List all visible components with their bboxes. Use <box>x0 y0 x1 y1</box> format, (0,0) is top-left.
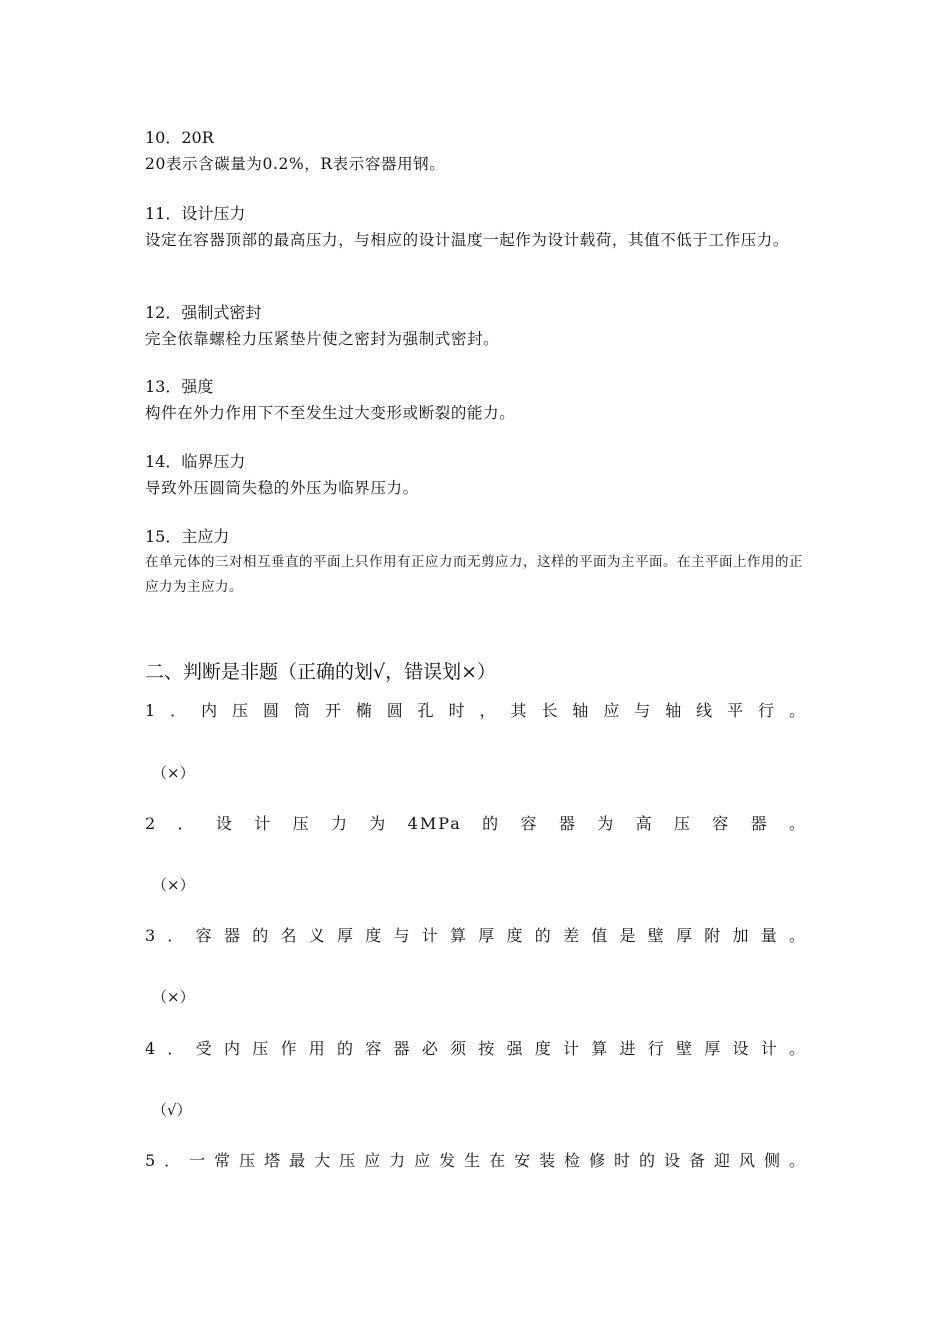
definition-title: 14．临界压力 <box>145 452 246 471</box>
definition-item <box>145 303 807 352</box>
definition-title: 11．设计压力 <box>145 204 246 223</box>
definition-item <box>145 204 807 253</box>
definition-body: 20表示含碳量为0.2%，R表示容器用钢。 <box>145 155 446 173</box>
definition-item <box>145 128 807 177</box>
question-text: 2．设计压力为4MPa的容器为高压容器。 <box>145 814 807 833</box>
definition-body: 设定在容器顶部的最高压力，与相应的设计温度一起作为设计载荷，其值不低于工作压力。 <box>145 231 790 249</box>
question-text: 1．内压圆筒开椭圆孔时，其长轴应与轴线平行。 <box>145 701 807 720</box>
definition-item <box>145 527 807 600</box>
definition-title: 15．主应力 <box>145 527 230 546</box>
question-answer: （×） <box>152 764 195 782</box>
definition-title: 10．20R <box>145 128 214 147</box>
question-answer: （√） <box>152 1101 192 1119</box>
question-answer: （×） <box>152 876 195 894</box>
definition-item <box>145 452 807 501</box>
question-answer: （×） <box>152 988 195 1006</box>
definition-title: 13．强度 <box>145 377 214 396</box>
definition-body: 构件在外力作用下不至发生过大变形或断裂的能力。 <box>145 404 516 422</box>
definition-body: 完全依靠螺栓力压紧垫片使之密封为强制式密封。 <box>145 330 500 348</box>
definition-body: 导致外压圆筒失稳的外压为临界压力。 <box>145 479 419 497</box>
question-text: 3．容器的名义厚度与计算厚度的差值是壁厚附加量。 <box>145 926 807 945</box>
section-title: 二、判断是非题（正确的划√，错误划×） <box>145 661 497 683</box>
definition-item <box>145 377 807 426</box>
definition-title: 12．强制式密封 <box>145 303 262 322</box>
question-text: 5．一常压塔最大压应力应发生在安装检修时的设备迎风侧。 <box>145 1151 807 1170</box>
question-text: 4．受内压作用的容器必须按强度计算进行壁厚设计。 <box>145 1039 807 1058</box>
definition-body: 在单元体的三对相互垂直的平面上只作用有正应力而无剪应力，这样的平面为主平面。在主平面上作用的正应力为主应力。 <box>145 554 803 595</box>
